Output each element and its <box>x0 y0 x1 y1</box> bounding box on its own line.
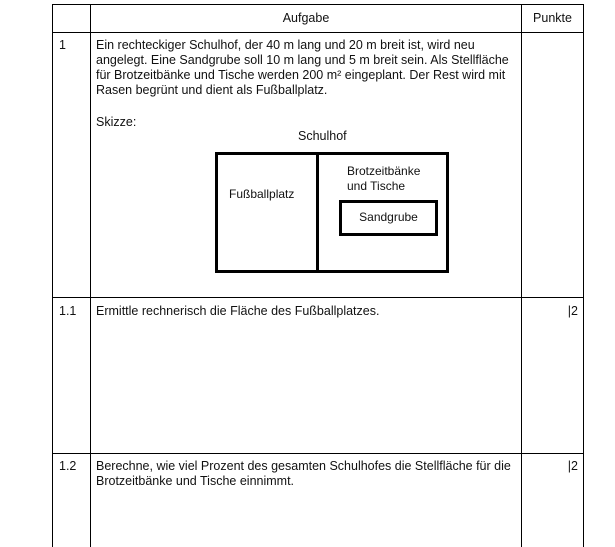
table-border-top <box>52 4 584 5</box>
task-number: 1.2 <box>59 459 77 473</box>
sandpit-label: Sandgrube <box>359 210 418 224</box>
benches-label-line1: Brotzeitbänke <box>347 164 421 178</box>
table-border-right <box>583 4 584 547</box>
header-task: Aufgabe <box>282 11 330 25</box>
task-points: |2 <box>567 304 578 318</box>
area-divider <box>316 152 319 273</box>
task-number: 1.1 <box>59 304 77 318</box>
column-divider-number <box>90 4 91 547</box>
table-border-left <box>52 4 53 547</box>
sketch-title: Schulhof <box>298 129 347 143</box>
football-field-label: Fußballplatz <box>229 187 295 201</box>
task-points: |2 <box>567 459 578 473</box>
header-points: Punkte <box>533 11 572 25</box>
row-divider <box>52 297 584 298</box>
row-divider <box>52 453 584 454</box>
task-text: Ein rechteckiger Schulhof, der 40 m lang und 20 m breit ist, wird neu angelegt. Eine Sandgrube soll 10 m lang und 5 m breit sein. Als Stellfläche für Brotzeitbänke und Tische werden 200 m² eingeplant. Der Rest wird mit Rasen begrünt und dient als Fußballplatz. <box>96 38 509 97</box>
sketch-label: Skizze: <box>96 115 137 129</box>
task-number: 1 <box>59 38 66 52</box>
task-text: Ermittle rechnerisch die Fläche des Fußballplatzes. <box>96 304 380 318</box>
benches-label <box>347 164 420 194</box>
task-text: Berechne, wie viel Prozent des gesamten Schulhofes die Stellfläche für die Brotzeitbänke und Tische einnimmt. <box>96 459 511 488</box>
benches-label-line2: und Tische <box>347 179 406 193</box>
row-divider <box>52 32 584 33</box>
